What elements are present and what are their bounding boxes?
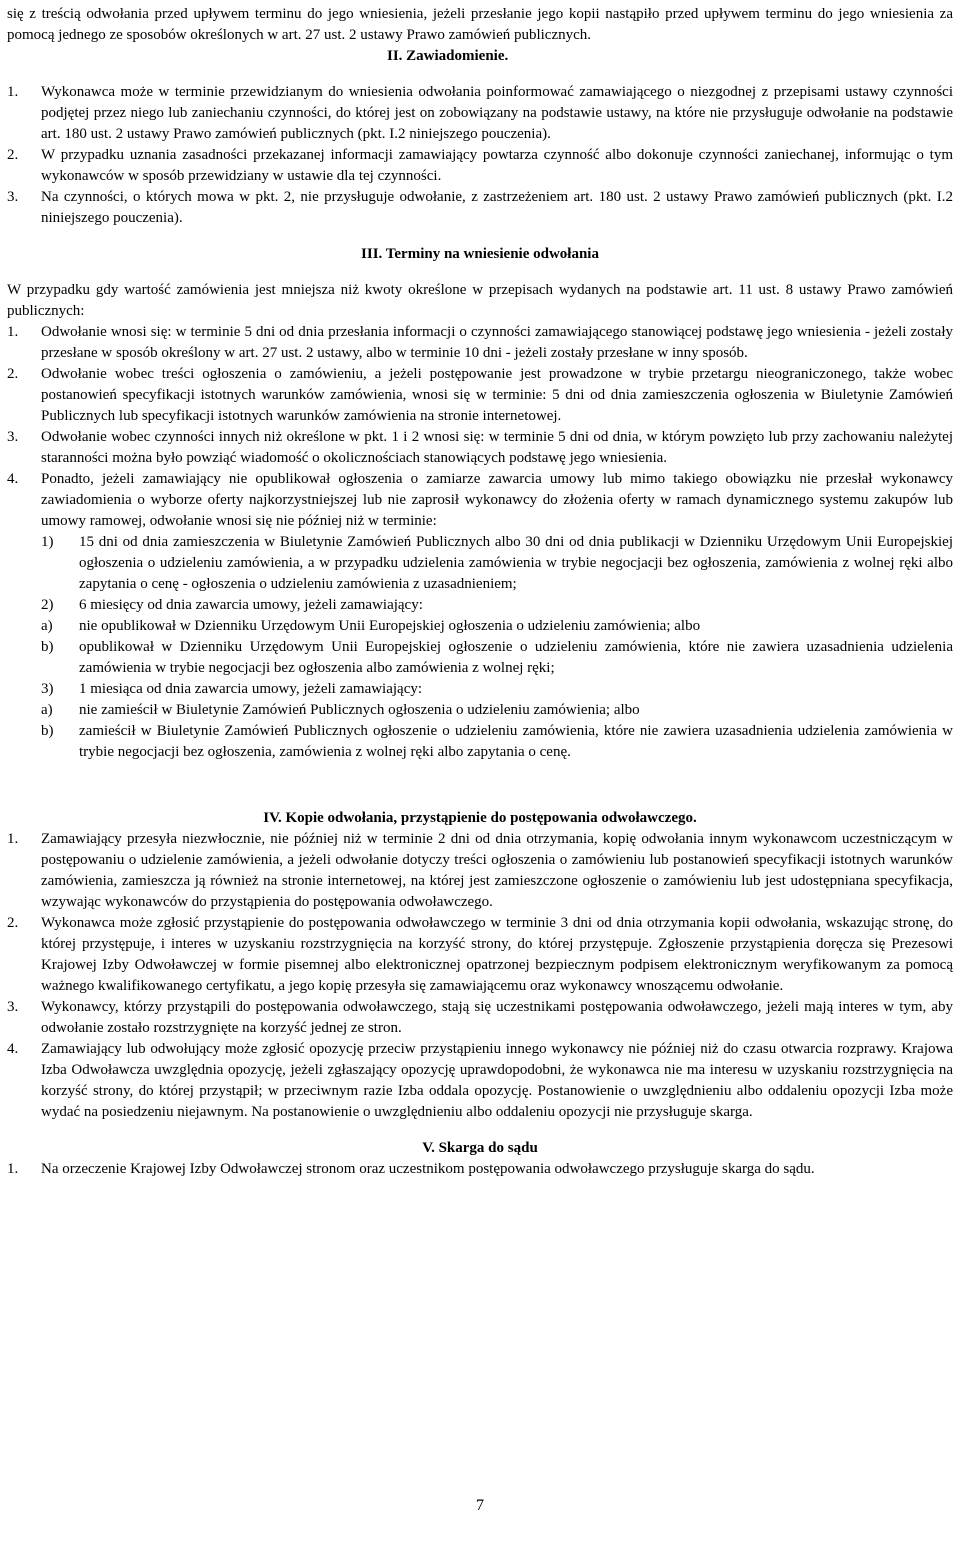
sub-list-item: b) zamieścił w Biuletynie Zamówień Publicznych ogłoszenie o udzieleniu zamówienia, które nie zawiera uzasadnienia udzielenia zamówienia w trybie negocjacji bez ogłoszenia, zamówienia z wolnej ręki albo zapytania o cenę.: [41, 723, 953, 760]
list-item: 1. Odwołanie wnosi się: w terminie 5 dni od dnia przesłania informacji o czynności zamawiającego stanowiącej podstawę jego wniesienia - jeżeli zostały przesłane w sposób określony w art. 27 ust. 2 ustawy, albo w terminie 10 dni - jeżeli zostały przesłane w inny sposób.: [7, 324, 953, 361]
list-item: 2. W przypadku uznania zasadności przekazanej informacji zamawiający powtarza czynność albo dokonuje czynności zaniechanej, informując o tym wykonawców w sposób przewidziany w ustawie dla tej czynności.: [7, 147, 953, 184]
section-3-heading: III. Terminy na wniesienie odwołania: [361, 246, 599, 262]
sub-list-item: 2) 6 miesięcy od dnia zawarcia umowy, jeżeli zamawiający:: [41, 597, 423, 613]
list-item: 4. Ponadto, jeżeli zamawiający nie opublikował ogłoszenia o zamiarze zawarcia umowy lub mimo takiego obowiązku nie przesłał wykonawcy zawiadomienia o wyborze oferty najkorzystniejszej lub nie zaprosił wykonawcy do złożenia oferty w ramach dynamicznego systemu zakupów lub umowy ramowej, odwołanie wnosi się nie później niż w terminie:: [7, 471, 953, 529]
page-number: 7: [476, 1497, 484, 1514]
section-5-heading: V. Skarga do sądu: [422, 1140, 538, 1156]
list-item: 2. Odwołanie wobec treści ogłoszenia o zamówieniu, a jeżeli postępowanie jest prowadzone w trybie przetargu nieograniczonego, także wobec postanowień specyfikacji istotnych warunków zamówienia, wnosi się w terminie: 5 dni od dnia zamieszczenia ogłoszenia w Biuletynie Zamówień Publicznych lub specyfikacji istotnych warunków zamówienia na stronie internetowej.: [7, 366, 953, 424]
list-item: 3. Na czynności, o których mowa w pkt. 2, nie przysługuje odwołanie, z zastrzeżeniem art. 180 ust. 2 ustawy Prawo zamówień publicznych (pkt. I.2 niniejszego pouczenia).: [7, 189, 953, 226]
intro-paragraph: się z treścią odwołania przed upływem terminu do jego wniesienia, jeżeli przesłanie jego kopii nastąpiło przed upływem terminu do jego wniesienia za pomocą jednego ze sposobów określonych w art. 27 ust. 2 ustawy Prawo zamówień publicznych.: [7, 6, 953, 43]
sub-list-item: 3) 1 miesiąca od dnia zawarcia umowy, jeżeli zamawiający:: [41, 681, 423, 697]
list-item: 4. Zamawiający lub odwołujący może zgłosić opozycję przeciw przystąpieniu innego wykonawcy nie później niż do czasu otwarcia rozprawy. Krajowa Izba Odwoławcza uwzględnia opozycję, jeżeli zgłaszający opozycję uprawdopodobni, że wykonawca nie ma interesu w uzyskaniu rozstrzygnięcia na korzyść strony, do której przystąpił; w przeciwnym razie Izba oddala opozycję. Postanowienie o uwzględnieniu albo oddaleniu opozycji Izba może wydać na posiedzeniu niejawnym. Na postanowienie o uwzględnieniu albo oddaleniu opozycji nie przysługuje skarga.: [7, 1041, 953, 1120]
list-item: 1. Zamawiający przesyła niezwłocznie, nie później niż w terminie 2 dni od dnia otrzymania, kopię odwołania innym wykonawcom uczestniczącym w postępowaniu o udzielenie zamówienia, a jeżeli odwołanie dotyczy treści ogłoszenia o zamówieniu lub postanowień specyfikacji istotnych warunków zamówienia, zamieszcza ją również na stronie internetowej, na której jest zamieszczone ogłoszenie o zamówieniu lub jest udostępniana specyfikacja, wzywając wykonawców do przystąpienia do postępowania odwoławczego.: [7, 831, 953, 910]
section-3-intro: W przypadku gdy wartość zamówienia jest mniejsza niż kwoty określone w przepisach wydanych na podstawie art. 11 ust. 8 ustawy Prawo zamówień publicznych:: [7, 282, 953, 319]
sub-list-item: a) nie zamieścił w Biuletynie Zamówień Publicznych ogłoszenia o udzieleniu zamówienia; albo: [41, 702, 640, 718]
document-page: [7, 4, 953, 1180]
sub-list: [41, 532, 953, 763]
list-item: 3. Odwołanie wobec czynności innych niż określone w pkt. 1 i 2 wnosi się: w terminie 5 dni od dnia, w którym powzięto lub przy zachowaniu należytej staranności można było powziąć wiadomość o okolicznościach stanowiących podstawę jego wniesienia.: [7, 429, 953, 466]
section-2-heading: II. Zawiadomienie.: [387, 48, 509, 64]
sub-list-item: a) nie opublikował w Dzienniku Urzędowym Unii Europejskiej ogłoszenia o udzieleniu zamówienia; albo: [41, 618, 701, 634]
list-item: 1. Wykonawca może w terminie przewidzianym do wniesienia odwołania poinformować zamawiającego o niezgodnej z przepisami ustawy czynności podjętej przez niego lub zaniechaniu czynności, do której jest on zobowiązany na podstawie ustawy, na które nie przysługuje odwołanie na podstawie art. 180 ust. 2 ustawy Prawo zamówień publicznych (pkt. I.2 niniejszego pouczenia).: [7, 84, 953, 142]
sub-list-item: 1) 15 dni od dnia zamieszczenia w Biuletynie Zamówień Publicznych albo 30 dni od dnia publikacji w Dzienniku Urzędowym Unii Europejskiej ogłoszenia o udzieleniu zamówienia, a w przypadku udzielenia zamówienia w trybie negocjacji bez ogłoszenia, zamówienia z wolnej ręki albo zapytania o cenę - ogłoszenia o udzieleniu zamówienia z uzasadnieniem;: [41, 534, 953, 592]
sub-list-item: b) opublikował w Dzienniku Urzędowym Unii Europejskiej ogłoszenie o udzieleniu zamówienia, które nie zawiera uzasadnienia udzielenia zamówienia w trybie negocjacji bez ogłoszenia albo zamówienia z wolnej ręki;: [41, 639, 953, 676]
section-4-heading: IV. Kopie odwołania, przystąpienie do postępowania odwoławczego.: [263, 810, 697, 826]
list-item: 1. Na orzeczenie Krajowej Izby Odwoławczej stronom oraz uczestnikom postępowania odwoławczego przysługuje skarga do sądu.: [7, 1161, 815, 1177]
list-item: 2. Wykonawca może zgłosić przystąpienie do postępowania odwoławczego w terminie 3 dni od dnia otrzymania kopii odwołania, wskazując stronę, do której przystępuje, i interes w uzyskaniu rozstrzygnięcia na korzyść strony, do której przystępuje. Zgłoszenie przystąpienia doręcza się Prezesowi Krajowej Izby Odwoławczej w formie pisemnej albo elektronicznej opatrzonej bezpiecznym podpisem elektronicznym weryfikowanym za pomocą ważnego kwalifikowanego certyfikatu, a jego kopię przesyła się zamawiającemu oraz wykonawcy wnoszącemu odwołanie.: [7, 915, 953, 994]
list-item: 3. Wykonawcy, którzy przystąpili do postępowania odwoławczego, stają się uczestnikami postępowania odwoławczego, jeżeli mają interes w tym, aby odwołanie zostało rozstrzygnięte na korzyść jednej ze stron.: [7, 999, 953, 1036]
